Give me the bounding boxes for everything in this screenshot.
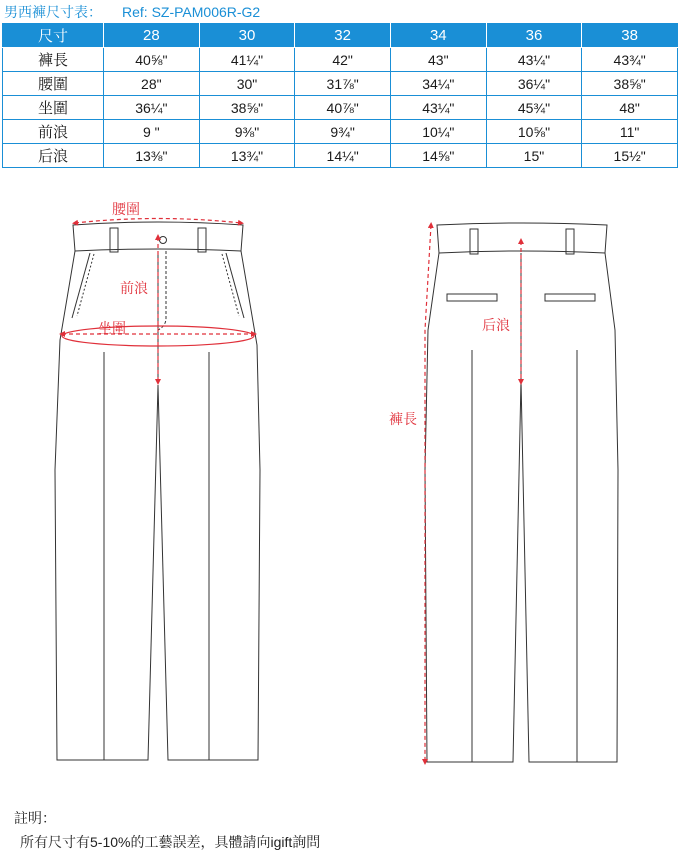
note-section [14,806,320,854]
size-corner-cell: 尺寸 [3,24,104,48]
table-cell: 15" [486,144,582,168]
back-rise-label: 后浪 [482,317,510,333]
fly-stitch [158,251,166,330]
table-cell: 13⅜" [104,144,200,168]
table-cell: 15½" [582,144,678,168]
table-cell: 30" [199,72,295,96]
table-cell: 42" [295,48,391,72]
table-cell: 36¼" [486,72,582,96]
row-label: 褲長 [3,48,104,72]
note-text: 所有尺寸有5-10%的工藝誤差，具體請向igift詢問 [20,834,321,850]
size-header-cell: 38 [582,24,678,48]
size-header-cell: 36 [486,24,582,48]
table-cell: 14¼" [295,144,391,168]
note-heading: 註明： [14,810,56,826]
row-label: 前浪 [3,120,104,144]
table-cell: 14⅝" [390,144,486,168]
table-cell: 28" [104,72,200,96]
front-pocket-right-inner [222,254,239,316]
chart-title: 男西褲尺寸表： [4,4,102,20]
table-cell: 38⅝" [199,96,295,120]
waist-label: 腰圍 [112,201,140,217]
size-header-cell: 32 [295,24,391,48]
seat-label: 坐圍 [98,320,126,336]
size-header-cell: 30 [199,24,295,48]
table-cell: 36¼" [104,96,200,120]
back-pocket-left [447,294,497,301]
front-pocket-left [72,253,90,318]
row-label: 后浪 [3,144,104,168]
back-trousers [425,223,618,762]
back-waistband [437,223,607,253]
table-cell: 38⅝" [582,72,678,96]
table-cell: 10¼" [390,120,486,144]
row-label: 坐圍 [3,96,104,120]
length-label: 褲長 [389,411,417,427]
front-pocket-right [226,253,244,318]
table-cell: 40⅝" [104,48,200,72]
table-cell: 45¾" [486,96,582,120]
front-rise-label: 前浪 [120,280,148,296]
table-cell: 34¼" [390,72,486,96]
table-cell: 11" [582,120,678,144]
back-measurements [425,225,521,762]
size-header-cell: 28 [104,24,200,48]
table-cell: 13¾" [199,144,295,168]
table-cell: 9⅜" [199,120,295,144]
table-cell: 41¼" [199,48,295,72]
table-cell: 31⅞" [295,72,391,96]
front-pocket-left-inner [77,254,94,316]
table-cell: 43" [390,48,486,72]
table-cell: 43¼" [390,96,486,120]
table-cell: 43¼" [486,48,582,72]
reference-code: Ref: SZ-PAM006R-G2 [122,4,261,20]
table-cell: 10⅝" [486,120,582,144]
table-cell: 40⅞" [295,96,391,120]
table-cell: 48" [582,96,678,120]
table-cell: 9 " [104,120,200,144]
table-cell: 9¾" [295,120,391,144]
back-pocket-right [545,294,595,301]
row-label: 腰圍 [3,72,104,96]
table-cell: 43¾" [582,48,678,72]
length-measure-line [425,225,431,762]
size-header-cell: 34 [390,24,486,48]
